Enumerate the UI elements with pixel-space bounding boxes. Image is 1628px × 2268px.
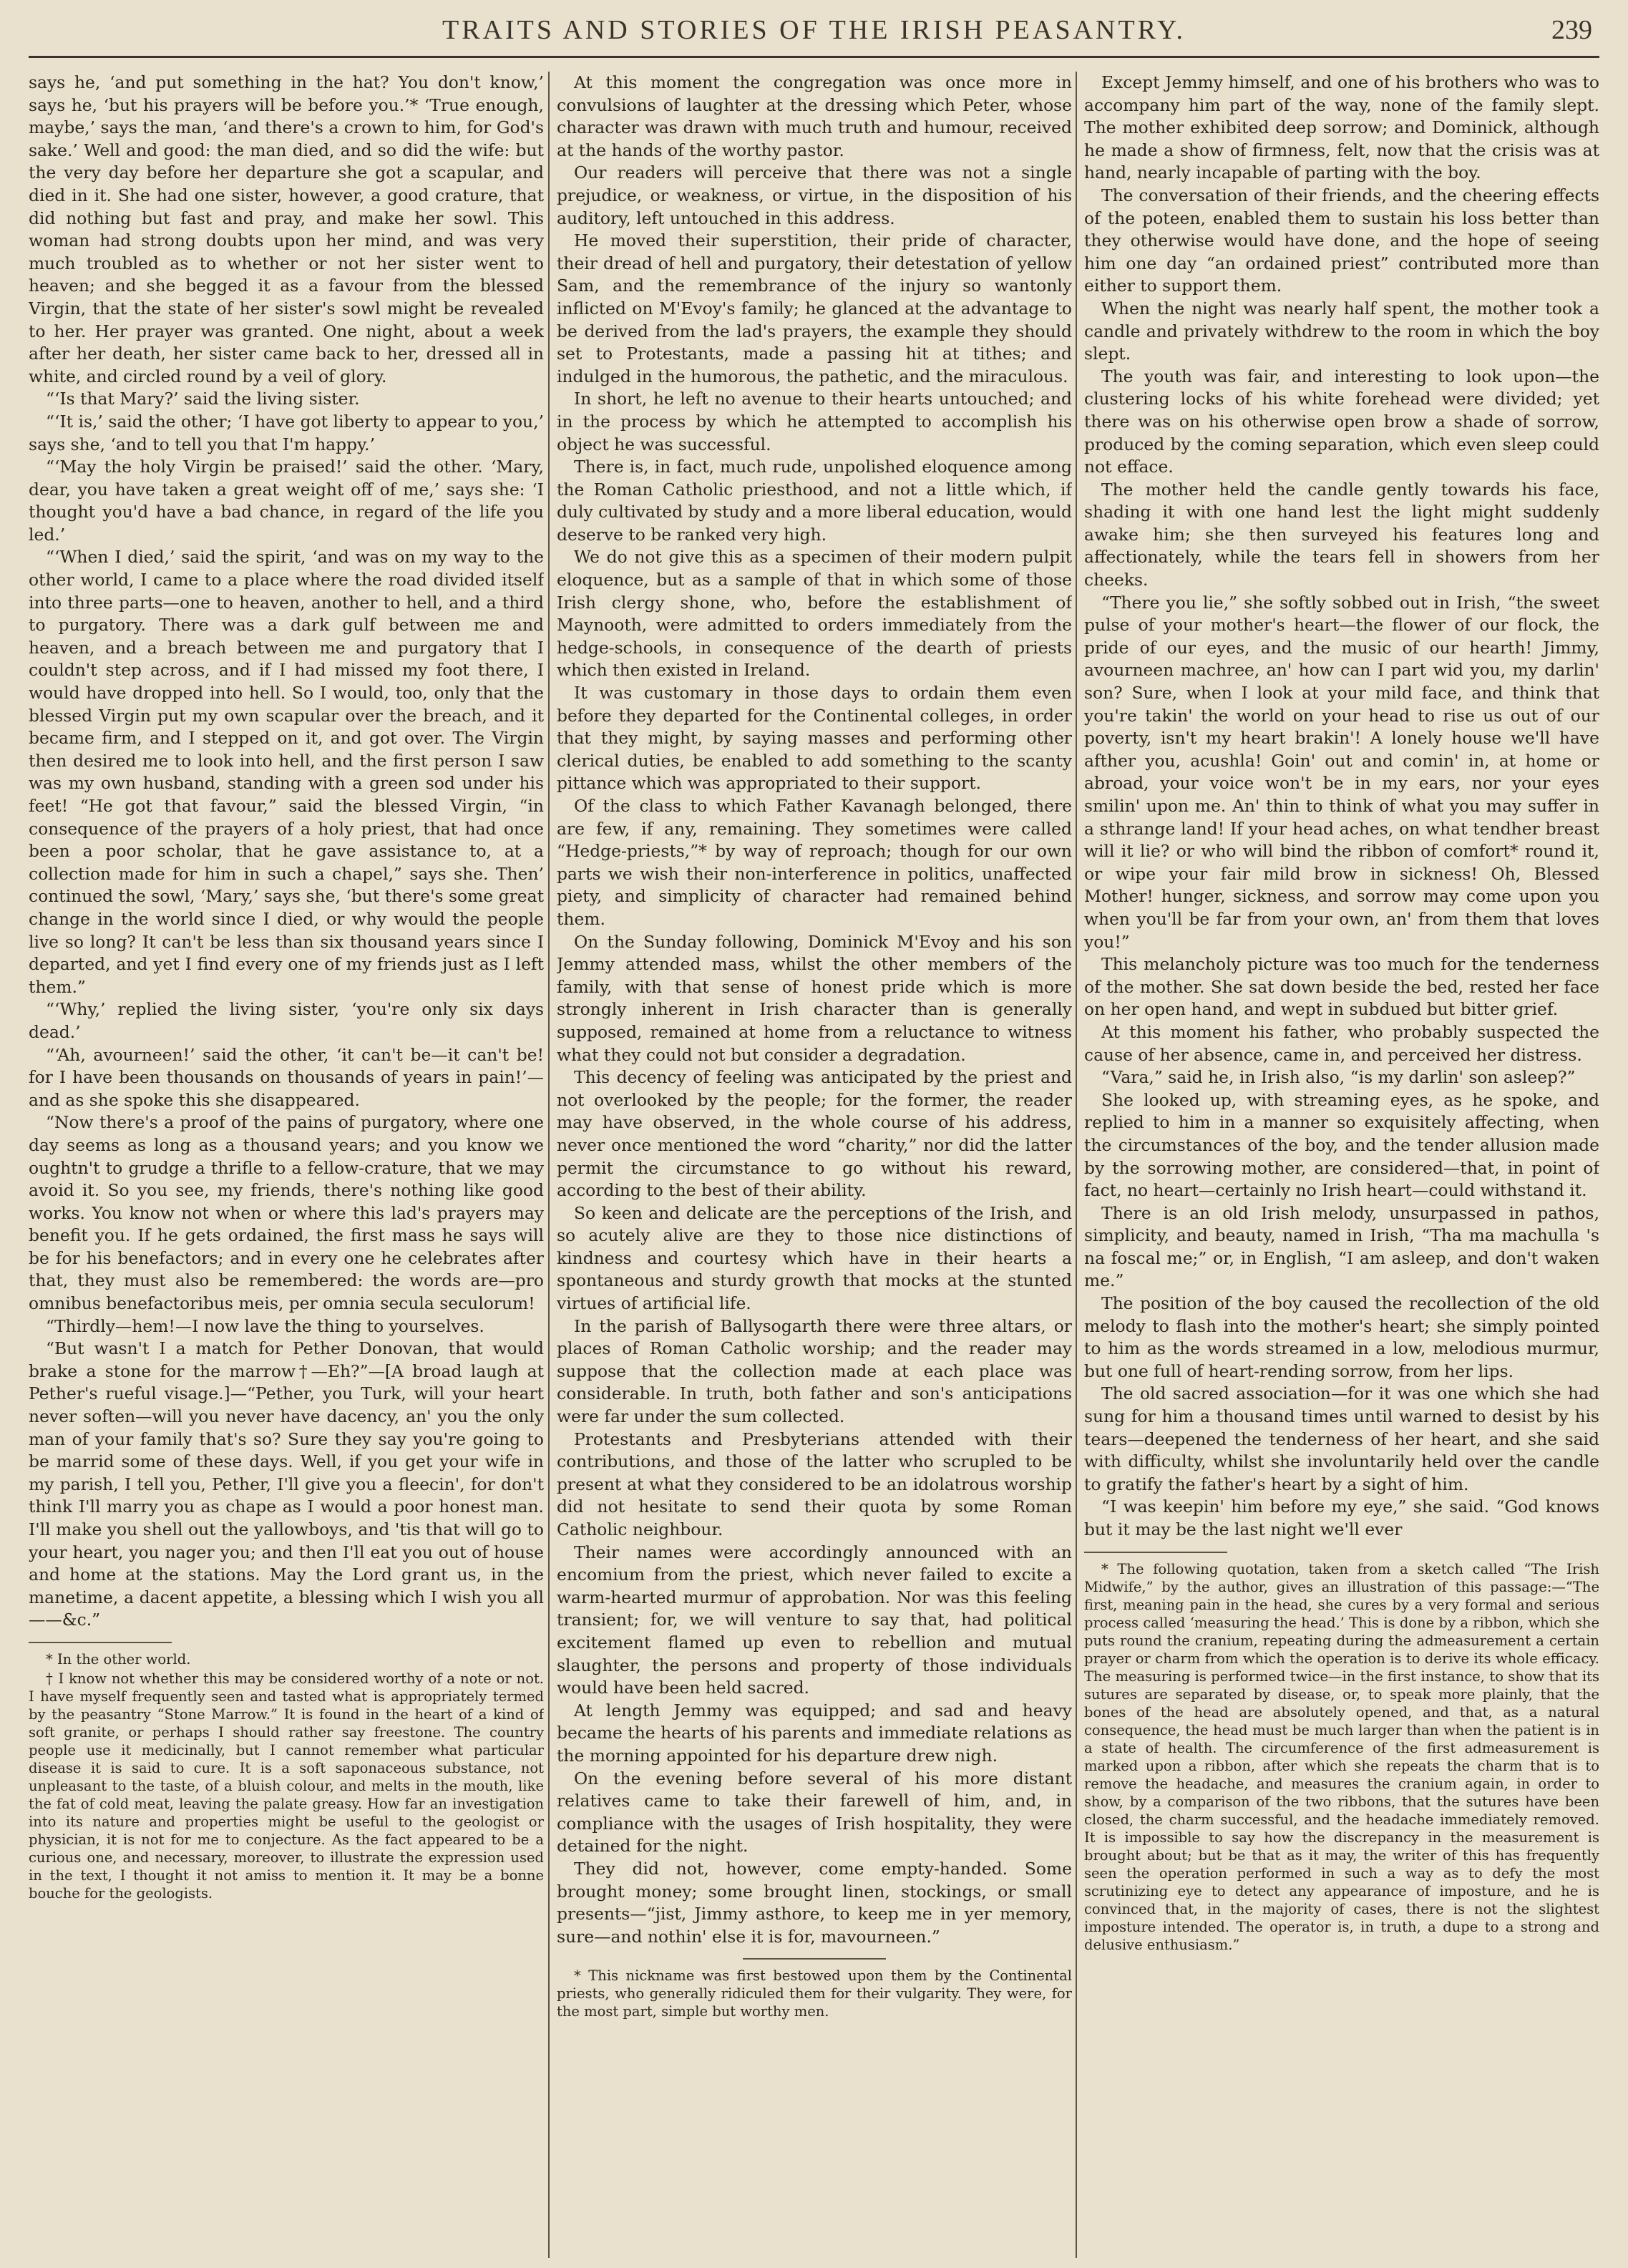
paragraph: On the evening before several of his more distant relatives came to take their farewell of him, and, in compliance with the usages of Irish hospitality, they were detained for the night.	[557, 1768, 1072, 1856]
paragraph: “‘When I died,’ said the spirit, ‘and was on my way to the other world, I came to a place where the road divided itself into three parts—one to heaven, another to hell, and a third to purgatory. There was a dark gulf between me and heaven, and a breach between me and purgatory that I couldn't step across, and if I had missed my foot there, I would have dropped into hell. So I would, too, only that the blessed Virgin put my own scapular over the breach, and it became firm, and I stepped on it, and got over. The Virgin then desired me to look into hell, and the first person I saw was my own husband, standing with a green sod under his feet! “He got that favour,” said the blessed Virgin, “in consequence of the prayers of a holy priest, that had once been a poor scholar, that he gave assistance to, at a collection made for him in such a chapel,” says she. Then’ continued the sowl, ‘Mary,’ says she, ‘but there's some great change in the world since I died, or why would the people live so long? It can't be less than six thousand years since I departed, and yet I find every one of my friends just as I left them.”	[29, 547, 544, 997]
paragraph: “Vara,” said he, in Irish also, “is my darlin' son asleep?”	[1101, 1067, 1576, 1088]
paragraph: This melancholy picture was too much for the tenderness of the mother. She sat down beside the bed, rested her face on her open hand, and wept in subdued but bitter grief.	[1084, 954, 1599, 1020]
paragraph: At this moment his father, who probably suspected the cause of her absence, came in, and perceived her distress.	[1084, 1021, 1599, 1065]
footnote: * The following quotation, taken from a sketch called “The Irish Midwife,” by the author, gives an illustration of this passage:—“The first, meaning pain in the head, she cures by a very formal and serious process called ‘measuring the head.’ This is done by a ribbon, which she puts round the cranium, repeating during the admeasurement a certain prayer or charm from which the operation is to derive its whole efficacy. The measuring is performed twice—in the first instance, to show that its sutures are separated by disease, or, to speak more plainly, that the bones of the head are absolutely opened, and that, as a natural consequence, the head must be much larger than when the patient is in a state of health. The circumference of the first admeasurement is marked upon a ribbon, after which she repeats the charm that is to remove the headache, and measures the cranium again, in order to show, by a comparison of the two ribbons, that the sutures have been closed, the charm successful, and the headache immediately removed. It is impossible to say how the discrepancy in the measurement is brought about; but be that as it may, the writer of this has frequently seen the operation performed in such a way as to defy the most scrutinizing eye to detect any appearance of imposture, and he is convinced that, in the majority of cases, there is not the slightest imposture intended. The operator is, in truth, a dupe to a strong and delusive enthusiasm.”	[1084, 1560, 1599, 1953]
column-body	[557, 72, 1072, 1948]
footnotes	[1084, 1560, 1599, 1954]
paragraph: So keen and delicate are the perceptions of the Irish, and so acutely alive are they to those nice distinctions of kindness and courtesy which have in their hearts a spontaneous and sturdy growth that mocks at the stunted virtues of artificial life.	[557, 1202, 1072, 1314]
paragraph: Except Jemmy himself, and one of his brothers who was to accompany him part of the way, none of the family slept. The mother exhibited deep sorrow; and Dominick, although he made a show of firmness, felt, now that the crisis was at hand, nearly incapable of parting with the boy.	[1084, 72, 1599, 183]
paragraph: On the Sunday following, Dominick M'Evoy and his son Jemmy attended mass, whilst the other members of the family, with that sense of honest pride which is more strongly inherent in Irish character than is generally supposed, remained at home from a reluctance to witness what they could not but consider a degradation.	[557, 931, 1072, 1065]
paragraph: The old sacred association—for it was one which she had sung for him a thousand times until warned to desist by his tears—deepened the tenderness of her heart, and she said with difficulty, whilst she involuntarily held over the candle to gratify the father's heart by a sight of him.	[1084, 1383, 1599, 1494]
paragraph: When the night was nearly half spent, the mother took a candle and privately withdrew to the room in which the boy slept.	[1084, 298, 1599, 364]
footnotes	[557, 1967, 1072, 2020]
paragraph: She looked up, with streaming eyes, as he spoke, and replied to him in a manner so exquisitely affecting, when the circumstances of the boy, and the tender allusion made by the sorrowing mother, are considered—that, in point of fact, no heart—certainly no Irish heart—could withstand it.	[1084, 1089, 1599, 1201]
column-body	[1084, 72, 1599, 1542]
paragraph: He moved their superstition, their pride of character, their dread of hell and purgatory, their detestation of yellow Sam, and the remembrance of the injury so wantonly inflicted on M'Evoy's family; he glanced at the advantage to be derived from the lad's prayers, the example they should set to Protestants, made a passing hit at tithes; and indulged in the humorous, the pathetic, and the miraculous.	[557, 230, 1072, 386]
paragraph: They did not, however, come empty-handed. Some brought money; some brought linen, stockings, or small presents—“jist, Jimmy asthore, to keep me in yer memory, sure—and nothin' else it is for, mavourneen.”	[557, 1858, 1072, 1947]
paragraph: “Now there's a proof of the pains of purgatory, where one day seems as long as a thousand years; and you know we oughtn't to grudge a thrifle to a fellow-crature, that we may avoid it. So you see, my friends, there's nothing like good works. You know not when or where this lad's prayers may benefit you. If he gets ordained, the first mass he says will be for his benefactors; and in every one he celebrates after that, they must also be remembered: the words are—pro omnibus benefactoribus meis, per omnia secula seculorum!	[29, 1112, 544, 1314]
paragraph: “There you lie,” she softly sobbed out in Irish, “the sweet pulse of your mother's heart—the flower of our flock, the pride of our eyes, and the music of our hearth! Jimmy, avourneen machree, an' how can I part wid you, my darlin' son? Sure, when I look at your mild face, and think that you're takin' the world on your head to rise us out of our poverty, isn't my heart brakin'! A lonely house we'll have afther you, acushla! Goin' out and comin' in, at home or abroad, your voice won't be in my ears, nor your eyes smilin' upon me. An' thin to think of what you may suffer in a sthrange land! If your head aches, on what tendher breast will it lie? or who will bind the ribbon of comfort* round it, or wipe your fair mild brow in sickness! Oh, Blessed Mother! hunger, sickness, and sorrow may come upon you when you'll be far from your own, an' from them that loves you!”	[1084, 592, 1599, 952]
paragraph: says he, ‘and put something in the hat? You don't know,’ says he, ‘but his prayers will be before you.’* ‘True enough, maybe,’ says the man, ‘and there's a crown to him, for God's sake.’ Well and good: the man died, and so did the wife: but the very day before her departure she got a scapular, and died in it. She had one sister, however, a good crature, that did nothing but fast and pray, and make her sowl. This woman had strong doubts upon her mind, and was very much troubled as to whether or not her sister went to heaven; and she begged it as a favour from the blessed Virgin, that the state of her sister's sowl might be revealed to her. Her prayer was granted. One night, about a week after her death, her sister came back to her, dressed all in white, and circled round by a veil of glory.	[29, 72, 544, 386]
paragraph: The mother held the candle gently towards his face, shading it with one hand lest the light might suddenly awake him; she then surveyed his features long and affectionately, while the tears fell in showers from her cheeks.	[1084, 479, 1599, 590]
paragraph: The conversation of their friends, and the cheering effects of the poteen, enabled them to sustain his loss better than they otherwise would have done, and the hope of seeing him one day “an ordained priest” contributed more than either to support them.	[1084, 185, 1599, 296]
paragraph: This decency of feeling was anticipated by the priest and not overlooked by the people; for the former, the reader may have observed, in the whole course of his address, never once mentioned the word “charity,” nor did the latter permit the circumstance to go without his reward, according to the best of their ability.	[557, 1067, 1072, 1201]
footnote: † I know not whether this may be considered worthy of a note or not. I have myself frequently seen and tasted what is appropriately termed by the peasantry “Stone Marrow.” It is found in the heart of a kind of soft granite, or perhaps I should rather say freestone. The country people use it medicinally, but I cannot remember what particular disease it is said to cure. It is a soft saponaceous substance, not unpleasant to the taste, of a bluish colour, and melts in the mouth, like the fat of cold meat, leaving the palate greasy. How far an investigation into its nature and properties might be useful to the geologist or physician, it is not for me to conjecture. As the fact appeared to be a curious one, and necessary, moreover, to illustrate the expression used in the text, I thought it not amiss to mention it. It may be a bonne bouche for the geologists.	[29, 1670, 544, 1902]
column-body	[29, 72, 544, 1632]
paragraph: The position of the boy caused the recollection of the old melody to flash into the mother's heart; she simply pointed to him as the words streamed in a low, melodious murmur, but one full of heart-rending sorrow, from her lips.	[1084, 1293, 1599, 1381]
footnote-divider	[743, 1958, 886, 1960]
paragraph: There is an old Irish melody, unsurpassed in pathos, simplicity, and beauty, named in Irish, “Tha ma machulla 's na foscal me;” or, in English, “I am asleep, and don't waken me.”	[1084, 1202, 1599, 1291]
footnote-divider	[29, 1642, 172, 1643]
paragraph: Of the class to which Father Kavanagh belonged, there are few, if any, remaining. They sometimes were called “Hedge-priests,”* by way of reproach; though for our own parts we wish their non-interference in politics, unaffected piety, and simplicity of character had remained behind them.	[557, 796, 1072, 929]
paragraph: “I was keepin' him before my eye,” she said. “God knows but it may be the last night we'll ever	[1084, 1496, 1599, 1539]
paragraph: The youth was fair, and interesting to look upon—the clustering locks of his white forehead were divided; yet there was on his otherwise open brow a shade of sorrow, produced by the coming separation, which even sleep could not efface.	[1084, 366, 1599, 477]
paragraph: It was customary in those days to ordain them even before they departed for the Continental colleges, in order that they might, by saying masses and performing other clerical duties, be enabled to add something to the scanty pittance which was appropriated to their support.	[557, 683, 1072, 794]
paragraph: In the parish of Ballysogarth there were three altars, or places of Roman Catholic worship; and the reader may suppose that the collection made at each place was considerable. In truth, both father and son's anticipations were far under the sum collected.	[557, 1315, 1072, 1427]
paragraph: In short, he left no avenue to their hearts untouched; and in the process by which he attempted to accomplish his object he was successful.	[557, 389, 1072, 454]
footnote: * This nickname was first bestowed upon them by the Continental priests, who generally ridiculed them for their vulgarity. They were, for the most part, simple but worthy men.	[557, 1967, 1072, 2020]
paragraph: “‘May the holy Virgin be praised!’ said the other. ‘Mary, dear, you have taken a great weight off of me,’ says she: ‘I thought you'd have a bad chance, in regard of the life you led.’	[29, 457, 544, 545]
column-rule-left	[548, 72, 550, 2258]
paragraph: At this moment the congregation was once more in convulsions of laughter at the dressing which Peter, whose character was drawn with much truth and humour, received at the hands of the worthy pastor.	[557, 72, 1072, 160]
paragraph: “‘It is,’ said the other; ‘I have got liberty to appear to you,’ says she, ‘and to tell you that I'm happy.’	[29, 411, 544, 454]
footnote: * In the other world.	[46, 1650, 191, 1668]
page-number: 239	[1551, 15, 1592, 45]
paragraph: “Thirdly—hem!—I now lave the thing to yourselves.	[46, 1315, 484, 1336]
text-column-3	[1084, 72, 1599, 2258]
paragraph: There is, in fact, much rude, unpolished eloquence among the Roman Catholic priesthood, and not a little which, if duly cultivated by study and a more liberal education, would deserve to be ranked very high.	[557, 457, 1072, 545]
paragraph: Protestants and Presbyterians attended with their contributions, and those of the latter who scrupled to be present at what they considered to be an idolatrous worship did not hesitate to send their quota by some Roman Catholic neighbour.	[557, 1429, 1072, 1539]
page-header	[29, 10, 1599, 58]
paragraph: We do not give this as a specimen of their modern pulpit eloquence, but as a sample of that in which some of those Irish clergy shone, who, before the establishment of Maynooth, were admitted to orders immediately from the hedge-schools, in consequence of the dearth of priests which then existed in Ireland.	[557, 547, 1072, 681]
paragraph: At length Jemmy was equipped; and sad and heavy became the hearts of his parents and immediate relations as the morning appointed for his departure drew nigh.	[557, 1700, 1072, 1766]
footnotes	[29, 1650, 544, 1902]
paragraph: “‘Is that Mary?’ said the living sister.	[46, 389, 360, 409]
footnote-divider	[1084, 1552, 1227, 1553]
text-column-1	[29, 72, 544, 2258]
column-rule-right	[1076, 72, 1077, 2258]
paragraph: “But wasn't I a match for Pether Donovan, that would brake a stone for the marrow†—Eh?”—[A broad laugh at Pether's rueful visage.]—“Pether, you Turk, will your heart never soften—will you never have dacency, an' you the only man of your family that's so? Sure they say you're going to be marrid some of these days. Well, if you get your wife in my parish, I tell you, Pether, I'll give you a fleecin', for don't think I'll marry you as chape as I would a poor honest man. I'll make you shell out the yallowboys, and 'tis that will go to your heart, you nager you; and then I'll eat you out of house and home at the stations. May the Lord grant us, in the manetime, a dacent appetite, a blessing which I wish you all——&c.”	[29, 1338, 544, 1630]
paragraph: “‘Ah, avourneen!’ said the other, ‘it can't be—it can't be! for I have been thousands on thousands of years in pain!’—and as she spoke this she disappeared.	[29, 1044, 544, 1110]
running-title: TRAITS AND STORIES OF THE IRISH PEASANTRY.	[442, 15, 1186, 45]
paragraph: Their names were accordingly announced with an encomium from the priest, which never failed to excite a warm-hearted murmur of approbation. Nor was this feeling transient; for, we will venture to say that, had political excitement flamed up even to rebellion and mutual slaughter, the persons and property of those individuals would have been held sacred.	[557, 1542, 1072, 1698]
paragraph: Our readers will perceive that there was not a single prejudice, or weakness, or virtue, in the disposition of his auditory, left untouched in this address.	[557, 162, 1072, 228]
paragraph: “‘Why,’ replied the living sister, ‘you're only six days dead.’	[29, 999, 544, 1042]
text-column-2	[557, 72, 1072, 2258]
